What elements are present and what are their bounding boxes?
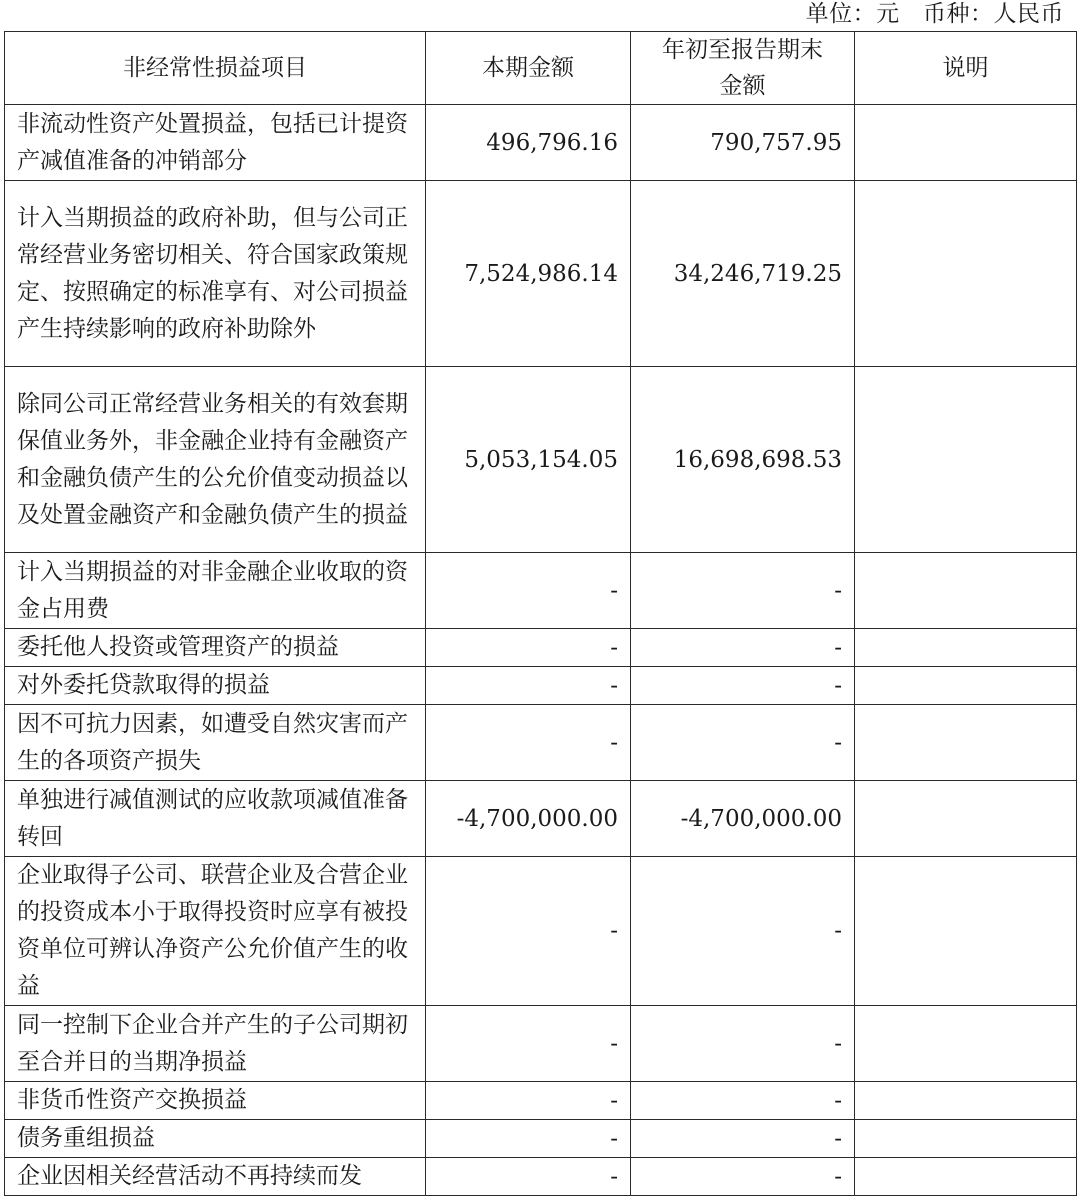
unit-label: 单位：元 bbox=[805, 1, 900, 27]
row-note bbox=[855, 1158, 1077, 1196]
row-ytd-amount: - bbox=[631, 857, 855, 1006]
column-header-item: 非经常性损益项目 bbox=[5, 32, 426, 105]
row-current-amount: - bbox=[426, 1120, 631, 1158]
row-item: 同一控制下企业合并产生的子公司期初至合并日的当期净损益 bbox=[5, 1006, 426, 1082]
table-row bbox=[5, 367, 1077, 553]
row-ytd-amount: - bbox=[631, 1006, 855, 1082]
row-item: 除同公司正常经营业务相关的有效套期保值业务外，非金融企业持有金融资产和金融负债产生的公允价值变动损益以及处置金融资产和金融负债产生的损益 bbox=[5, 367, 426, 553]
table-row bbox=[5, 105, 1077, 181]
row-current-amount: - bbox=[426, 1082, 631, 1120]
table-row bbox=[5, 705, 1077, 781]
row-ytd-amount: - bbox=[631, 705, 855, 781]
table-row bbox=[5, 1158, 1077, 1196]
row-item: 单独进行减值测试的应收款项减值准备转回 bbox=[5, 781, 426, 857]
row-current-amount: - bbox=[426, 705, 631, 781]
column-header-note: 说明 bbox=[855, 32, 1077, 105]
row-note bbox=[855, 667, 1077, 705]
row-item: 企业因相关经营活动不再持续而发 bbox=[5, 1158, 426, 1196]
row-note bbox=[855, 781, 1077, 857]
table-header-row bbox=[5, 32, 1077, 105]
row-item: 企业取得子公司、联营企业及合营企业的投资成本小于取得投资时应享有被投资单位可辨认净资产公允价值产生的收益 bbox=[5, 857, 426, 1006]
row-ytd-amount: - bbox=[631, 667, 855, 705]
table-row bbox=[5, 667, 1077, 705]
column-header-ytd-amount bbox=[631, 32, 855, 105]
row-note bbox=[855, 705, 1077, 781]
row-note bbox=[855, 1120, 1077, 1158]
row-ytd-amount: - bbox=[631, 1158, 855, 1196]
row-note bbox=[855, 105, 1077, 181]
row-current-amount: - bbox=[426, 553, 631, 629]
row-item: 非货币性资产交换损益 bbox=[5, 1082, 426, 1120]
row-note bbox=[855, 1082, 1077, 1120]
row-current-amount: - bbox=[426, 1006, 631, 1082]
ytd-header-line1: 年初至报告期末 bbox=[662, 37, 823, 63]
table-row bbox=[5, 629, 1077, 667]
row-ytd-amount: -4,700,000.00 bbox=[631, 781, 855, 857]
row-note bbox=[855, 367, 1077, 553]
row-note bbox=[855, 181, 1077, 367]
row-item: 债务重组损益 bbox=[5, 1120, 426, 1158]
table-row bbox=[5, 553, 1077, 629]
row-note bbox=[855, 1006, 1077, 1082]
row-ytd-amount: - bbox=[631, 553, 855, 629]
row-note bbox=[855, 857, 1077, 1006]
row-current-amount: 7,524,986.14 bbox=[426, 181, 631, 367]
table-row bbox=[5, 781, 1077, 857]
row-item: 非流动性资产处置损益，包括已计提资产减值准备的冲销部分 bbox=[5, 105, 426, 181]
table-row bbox=[5, 857, 1077, 1006]
row-item: 委托他人投资或管理资产的损益 bbox=[5, 629, 426, 667]
row-note bbox=[855, 629, 1077, 667]
row-ytd-amount: - bbox=[631, 1120, 855, 1158]
unit-currency-line bbox=[806, 0, 1064, 30]
row-current-amount: - bbox=[426, 667, 631, 705]
row-ytd-amount: - bbox=[631, 1082, 855, 1120]
column-header-current-amount: 本期金额 bbox=[426, 32, 631, 105]
table-row bbox=[5, 1006, 1077, 1082]
row-current-amount: - bbox=[426, 857, 631, 1006]
row-ytd-amount: 16,698,698.53 bbox=[631, 367, 855, 553]
non-recurring-gains-losses-table bbox=[4, 31, 1077, 1196]
row-current-amount: - bbox=[426, 1158, 631, 1196]
row-current-amount: 496,796.16 bbox=[426, 105, 631, 181]
row-item: 计入当期损益的政府补助，但与公司正常经营业务密切相关、符合国家政策规定、按照确定的标准享有、对公司损益产生持续影响的政府补助除外 bbox=[5, 181, 426, 367]
row-item: 因不可抗力因素，如遭受自然灾害而产生的各项资产损失 bbox=[5, 705, 426, 781]
table-row bbox=[5, 1082, 1077, 1120]
row-current-amount: -4,700,000.00 bbox=[426, 781, 631, 857]
currency-label: 币种：人民币 bbox=[923, 1, 1064, 27]
row-ytd-amount: 34,246,719.25 bbox=[631, 181, 855, 367]
row-current-amount: - bbox=[426, 629, 631, 667]
row-ytd-amount: 790,757.95 bbox=[631, 105, 855, 181]
row-item: 计入当期损益的对非金融企业收取的资金占用费 bbox=[5, 553, 426, 629]
table-row bbox=[5, 1120, 1077, 1158]
table-row bbox=[5, 181, 1077, 367]
row-ytd-amount: - bbox=[631, 629, 855, 667]
row-item: 对外委托贷款取得的损益 bbox=[5, 667, 426, 705]
row-note bbox=[855, 553, 1077, 629]
row-current-amount: 5,053,154.05 bbox=[426, 367, 631, 553]
ytd-header-line2: 金额 bbox=[719, 73, 766, 99]
